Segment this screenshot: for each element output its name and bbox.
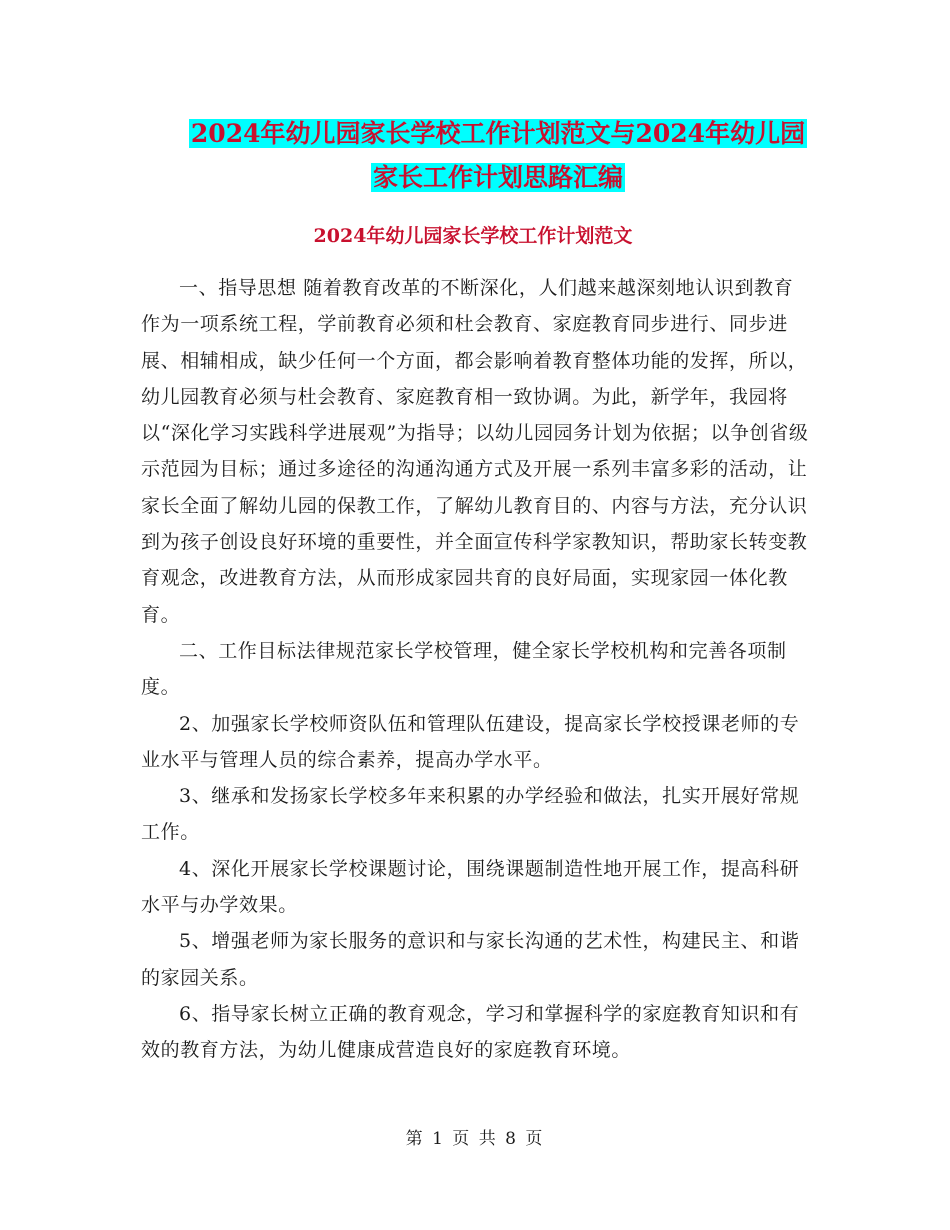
paragraph-item-6: 6、指导家长树立正确的教育观念，学习和掌握科学的家庭教育知识和有效的教育方法，为幼儿健康成营造良好的家庭教育环境。 [141,1002,800,1062]
paragraph-guiding-thought: 一、指导思想 随着教育改革的不断深化，人们越来越深刻地认识到教育作为一项系统工程，学前教育必须和杜会教育、家庭教育同步进行、同步进展、相辅相成，缺少任何一个方面，都会影响着教育整体功能的发挥，所以，幼儿园教育必须与杜会教育、家庭教育相一致协调。为此，新学年，我园将以“深化学习实践科学进展观”为指导；以幼儿园园务计划为依据；以争创省级示范园为目标；通过多途径的沟通沟通方式及开展一系列丰富多彩的活动，让家长全面了解幼儿园的保教工作，了解幼儿教育目的、内容与方法，充分认识到为孩子创设良好环境的重要性，并全面宣传科学家教知识，帮助家长转变教育观念，改进教育方法，从而形成家园共育的良好局面，实现家园一体化教育。 [141,277,809,626]
paragraph-item-3: 3、继承和发扬家长学校多年来积累的办学经验和做法，扎实开展好常规工作。 [141,785,800,844]
section-title: 2024年幼儿园家长学校工作计划范文 [313,225,633,247]
page-footer: 第 1 页 共 8 页 [405,1129,545,1149]
document-title-line-2: 家长工作计划思路汇编 [372,163,623,192]
document-title-line-1: 2024年幼儿园家长学校工作计划范文与2024年幼儿园 [190,119,806,148]
document-body [141,270,811,1069]
paragraph-item-4: 4、深化开展家长学校课题讨论，围绕课题制造性地开展工作，提高科研水平与办学效果。 [141,857,800,917]
paragraph-item-2: 2、加强家长学校师资队伍和管理队伍建设，提高家长学校授课老师的专业水平与管理人员的综合素养，提高办学水平。 [141,712,800,771]
document-title [140,112,856,200]
paragraph-item-5: 5、增强老师为家长服务的意识和与家长沟通的艺术性，构建民主、和谐的家园关系。 [141,930,800,989]
paragraph-work-goals: 二、工作目标法律规范家长学校管理，健全家长学校机构和完善各项制度。 [141,639,787,699]
